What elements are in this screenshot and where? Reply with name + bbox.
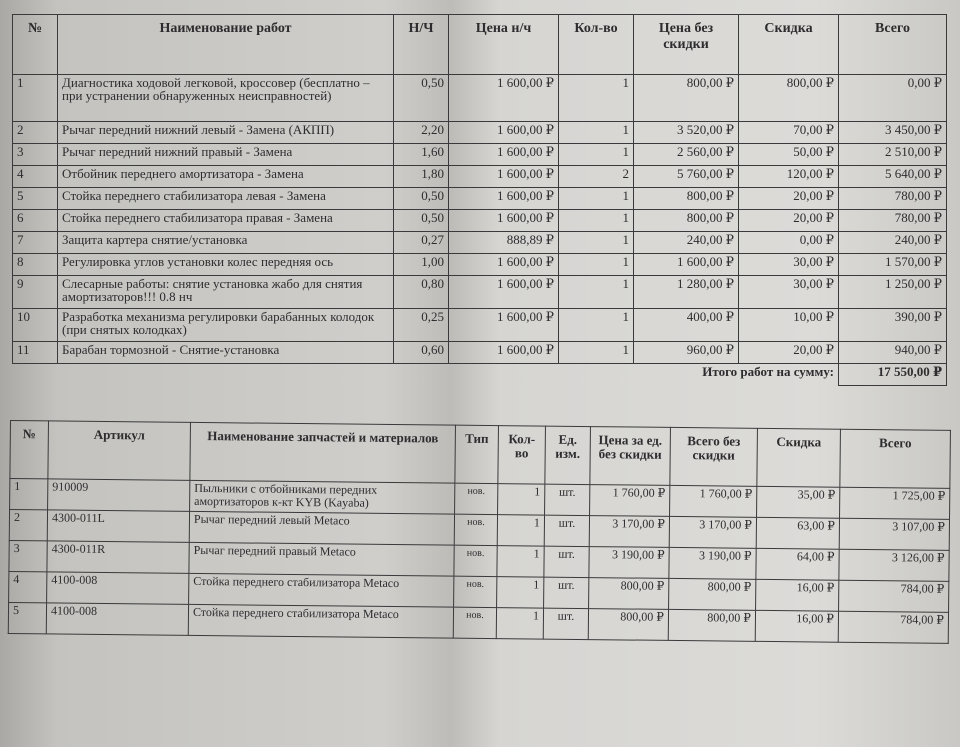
quantity: 1 xyxy=(559,342,634,364)
work-name: Стойка переднего стабилизатора правая - Замена xyxy=(58,210,394,232)
total-no-discount: 1 760,00 ₽ xyxy=(670,485,757,517)
work-name: Рычаг передний нижний правый - Замена xyxy=(58,144,394,166)
discount: 30,00 ₽ xyxy=(739,276,839,309)
norm-hours: 0,80 xyxy=(394,276,449,309)
norm-hours: 1,80 xyxy=(394,166,449,188)
header-discount: Скидка xyxy=(757,428,841,487)
table-row xyxy=(13,309,947,342)
row-number: 6 xyxy=(13,210,58,232)
row-number: 5 xyxy=(8,602,46,633)
part-name: Стойка переднего стабилизатора Metaco xyxy=(188,604,453,638)
type: нов. xyxy=(454,514,497,545)
header-work-name: Наименование работ xyxy=(58,15,394,75)
price-no-discount: 800,00 ₽ xyxy=(634,188,739,210)
quantity: 1 xyxy=(497,546,544,577)
quantity: 2 xyxy=(559,166,634,188)
sku: 4300-011R xyxy=(47,541,189,573)
part-name: Пыльники с отбойниками передних амортизаторов к-кт KYB (Kayaba) xyxy=(190,480,455,514)
type: нов. xyxy=(454,576,497,607)
total: 1 725,00 ₽ xyxy=(840,487,950,519)
header-number: № xyxy=(10,421,49,479)
quantity: 1 xyxy=(559,75,634,122)
row-number: 2 xyxy=(9,510,47,541)
price-no-discount: 1 600,00 ₽ xyxy=(634,254,739,276)
discount: 63,00 ₽ xyxy=(756,517,839,549)
type: нов. xyxy=(455,483,498,514)
total: 3 450,00 ₽ xyxy=(839,122,947,144)
price-no-discount: 240,00 ₽ xyxy=(634,232,739,254)
table-row xyxy=(13,166,947,188)
work-name: Слесарные работы: снятие установка жабо для снятия амортизаторов!!! 0.8 нч xyxy=(58,276,394,309)
price-no-discount: 960,00 ₽ xyxy=(634,342,739,364)
sku: 4100-008 xyxy=(47,572,189,604)
hour-price: 1 600,00 ₽ xyxy=(449,188,559,210)
table-row xyxy=(13,144,947,166)
hour-price: 888,89 ₽ xyxy=(449,232,559,254)
unit-price: 3 170,00 ₽ xyxy=(589,516,669,548)
quantity: 1 xyxy=(559,254,634,276)
header-price-no-discount: Цена без скидки xyxy=(634,15,739,75)
total: 3 126,00 ₽ xyxy=(839,549,949,581)
total: 1 570,00 ₽ xyxy=(839,254,947,276)
work-name: Барабан тормозной - Снятие-установка xyxy=(58,342,394,364)
quantity: 1 xyxy=(496,608,543,639)
discount: 35,00 ₽ xyxy=(757,486,840,518)
discount: 10,00 ₽ xyxy=(739,309,839,342)
table-row xyxy=(13,122,947,144)
hour-price: 1 600,00 ₽ xyxy=(449,75,559,122)
unit: шт. xyxy=(544,577,589,608)
header-quantity: Кол-во xyxy=(559,15,634,75)
header-type: Тип xyxy=(455,425,499,483)
quantity: 1 xyxy=(559,144,634,166)
quantity: 1 xyxy=(559,276,634,309)
norm-hours: 0,50 xyxy=(394,188,449,210)
header-discount: Скидка xyxy=(739,15,839,75)
header-quantity: Кол-во xyxy=(498,426,546,484)
work-name: Рычаг передний нижний левый - Замена (АКПП) xyxy=(58,122,394,144)
work-name: Стойка переднего стабилизатора левая - Замена xyxy=(58,188,394,210)
hour-price: 1 600,00 ₽ xyxy=(449,122,559,144)
hour-price: 1 600,00 ₽ xyxy=(449,276,559,309)
unit: шт. xyxy=(544,546,589,577)
total: 5 640,00 ₽ xyxy=(839,166,947,188)
quantity: 1 xyxy=(559,188,634,210)
header-total: Всего xyxy=(839,15,947,75)
works-header-row xyxy=(13,15,947,75)
price-no-discount: 400,00 ₽ xyxy=(634,309,739,342)
discount: 50,00 ₽ xyxy=(739,144,839,166)
unit: шт. xyxy=(543,608,588,639)
total: 780,00 ₽ xyxy=(839,188,947,210)
work-name: Регулировка углов установки колес передняя ось xyxy=(58,254,394,276)
quantity: 1 xyxy=(497,515,544,546)
total: 3 107,00 ₽ xyxy=(839,518,949,550)
table-row xyxy=(13,210,947,232)
header-part-name: Наименование запчастей и материалов xyxy=(190,422,456,483)
unit: шт. xyxy=(545,484,590,515)
work-name: Разработка механизма регулировки барабанных колодок (при снятых колодках) xyxy=(58,309,394,342)
header-total-no-discount: Всего без скидки xyxy=(670,427,758,486)
discount: 20,00 ₽ xyxy=(739,188,839,210)
price-no-discount: 5 760,00 ₽ xyxy=(634,166,739,188)
discount: 20,00 ₽ xyxy=(739,342,839,364)
quantity: 1 xyxy=(498,484,545,515)
quantity: 1 xyxy=(559,210,634,232)
total-no-discount: 3 190,00 ₽ xyxy=(669,547,756,579)
total: 940,00 ₽ xyxy=(839,342,947,364)
discount: 120,00 ₽ xyxy=(739,166,839,188)
discount: 16,00 ₽ xyxy=(755,610,838,642)
part-name: Рычаг передний правый Metaco xyxy=(189,542,454,576)
norm-hours: 1,60 xyxy=(394,144,449,166)
price-no-discount: 800,00 ₽ xyxy=(634,75,739,122)
table-row xyxy=(13,232,947,254)
total-no-discount: 3 170,00 ₽ xyxy=(669,516,756,548)
discount: 64,00 ₽ xyxy=(756,548,839,580)
discount: 800,00 ₽ xyxy=(739,75,839,122)
sku: 4100-008 xyxy=(46,603,188,635)
row-number: 3 xyxy=(13,144,58,166)
header-hour-price: Цена н/ч xyxy=(449,15,559,75)
work-name: Диагностика ходовой легковой, кроссовер (бесплатно – при устранении обнаруженных неисправностей) xyxy=(58,75,394,122)
norm-hours: 0,27 xyxy=(394,232,449,254)
quantity: 1 xyxy=(497,577,544,608)
hour-price: 1 600,00 ₽ xyxy=(449,309,559,342)
total: 240,00 ₽ xyxy=(839,232,947,254)
price-no-discount: 2 560,00 ₽ xyxy=(634,144,739,166)
total-no-discount: 800,00 ₽ xyxy=(669,578,756,610)
row-number: 2 xyxy=(13,122,58,144)
table-row xyxy=(13,276,947,309)
row-number: 1 xyxy=(10,479,48,510)
work-name: Защита картера снятие/установка xyxy=(58,232,394,254)
header-number: № xyxy=(13,15,58,75)
total: 780,00 ₽ xyxy=(839,210,947,232)
row-number: 11 xyxy=(13,342,58,364)
hour-price: 1 600,00 ₽ xyxy=(449,210,559,232)
row-number: 1 xyxy=(13,75,58,122)
total: 784,00 ₽ xyxy=(838,611,948,643)
discount: 16,00 ₽ xyxy=(756,579,839,611)
sku: 910009 xyxy=(48,479,190,511)
parts-table xyxy=(8,420,951,644)
table-row xyxy=(13,188,947,210)
norm-hours: 0,50 xyxy=(394,210,449,232)
norm-hours: 0,50 xyxy=(394,75,449,122)
total: 1 250,00 ₽ xyxy=(839,276,947,309)
row-number: 5 xyxy=(13,188,58,210)
quantity: 1 xyxy=(559,232,634,254)
header-norm-hours: Н/Ч xyxy=(394,15,449,75)
hour-price: 1 600,00 ₽ xyxy=(449,254,559,276)
row-number: 10 xyxy=(13,309,58,342)
header-unit-price: Цена за ед. без скидки xyxy=(590,427,671,486)
table-row xyxy=(13,342,947,364)
norm-hours: 2,20 xyxy=(394,122,449,144)
hour-price: 1 600,00 ₽ xyxy=(449,144,559,166)
row-number: 4 xyxy=(13,166,58,188)
row-number: 8 xyxy=(13,254,58,276)
work-name: Отбойник переднего амортизатора - Замена xyxy=(58,166,394,188)
part-name: Рычаг передний левый Metaco xyxy=(189,511,454,545)
hour-price: 1 600,00 ₽ xyxy=(449,166,559,188)
row-number: 7 xyxy=(13,232,58,254)
unit-price: 800,00 ₽ xyxy=(589,578,669,610)
discount: 0,00 ₽ xyxy=(739,232,839,254)
discount: 70,00 ₽ xyxy=(739,122,839,144)
unit-price: 1 760,00 ₽ xyxy=(590,485,670,517)
discount: 30,00 ₽ xyxy=(739,254,839,276)
unit: шт. xyxy=(544,515,589,546)
header-unit: Ед. изм. xyxy=(545,426,591,484)
part-name: Стойка переднего стабилизатора Metaco xyxy=(189,573,454,607)
row-number: 9 xyxy=(13,276,58,309)
total: 0,00 ₽ xyxy=(839,75,947,122)
works-table xyxy=(12,14,947,386)
works-total-label: Итого работ на сумму: xyxy=(702,364,834,379)
type: нов. xyxy=(454,545,497,576)
norm-hours: 0,60 xyxy=(394,342,449,364)
sku: 4300-011L xyxy=(47,510,189,542)
header-total: Всего xyxy=(840,429,951,488)
norm-hours: 0,25 xyxy=(394,309,449,342)
total: 390,00 ₽ xyxy=(839,309,947,342)
works-total-value: 17 550,00 ₽ xyxy=(839,364,947,386)
table-row xyxy=(13,75,947,122)
unit-price: 800,00 ₽ xyxy=(588,609,668,641)
works-total-row xyxy=(13,364,947,386)
hour-price: 1 600,00 ₽ xyxy=(449,342,559,364)
norm-hours: 1,00 xyxy=(394,254,449,276)
discount: 20,00 ₽ xyxy=(739,210,839,232)
row-number: 4 xyxy=(9,571,47,602)
parts-header-row xyxy=(10,421,951,489)
row-number: 3 xyxy=(9,540,47,571)
unit-price: 3 190,00 ₽ xyxy=(589,547,669,579)
total: 2 510,00 ₽ xyxy=(839,144,947,166)
price-no-discount: 3 520,00 ₽ xyxy=(634,122,739,144)
table-row xyxy=(13,254,947,276)
type: нов. xyxy=(453,607,496,638)
price-no-discount: 800,00 ₽ xyxy=(634,210,739,232)
quantity: 1 xyxy=(559,122,634,144)
total: 784,00 ₽ xyxy=(839,580,949,612)
header-sku: Артикул xyxy=(48,421,191,480)
price-no-discount: 1 280,00 ₽ xyxy=(634,276,739,309)
quantity: 1 xyxy=(559,309,634,342)
total-no-discount: 800,00 ₽ xyxy=(668,609,755,641)
